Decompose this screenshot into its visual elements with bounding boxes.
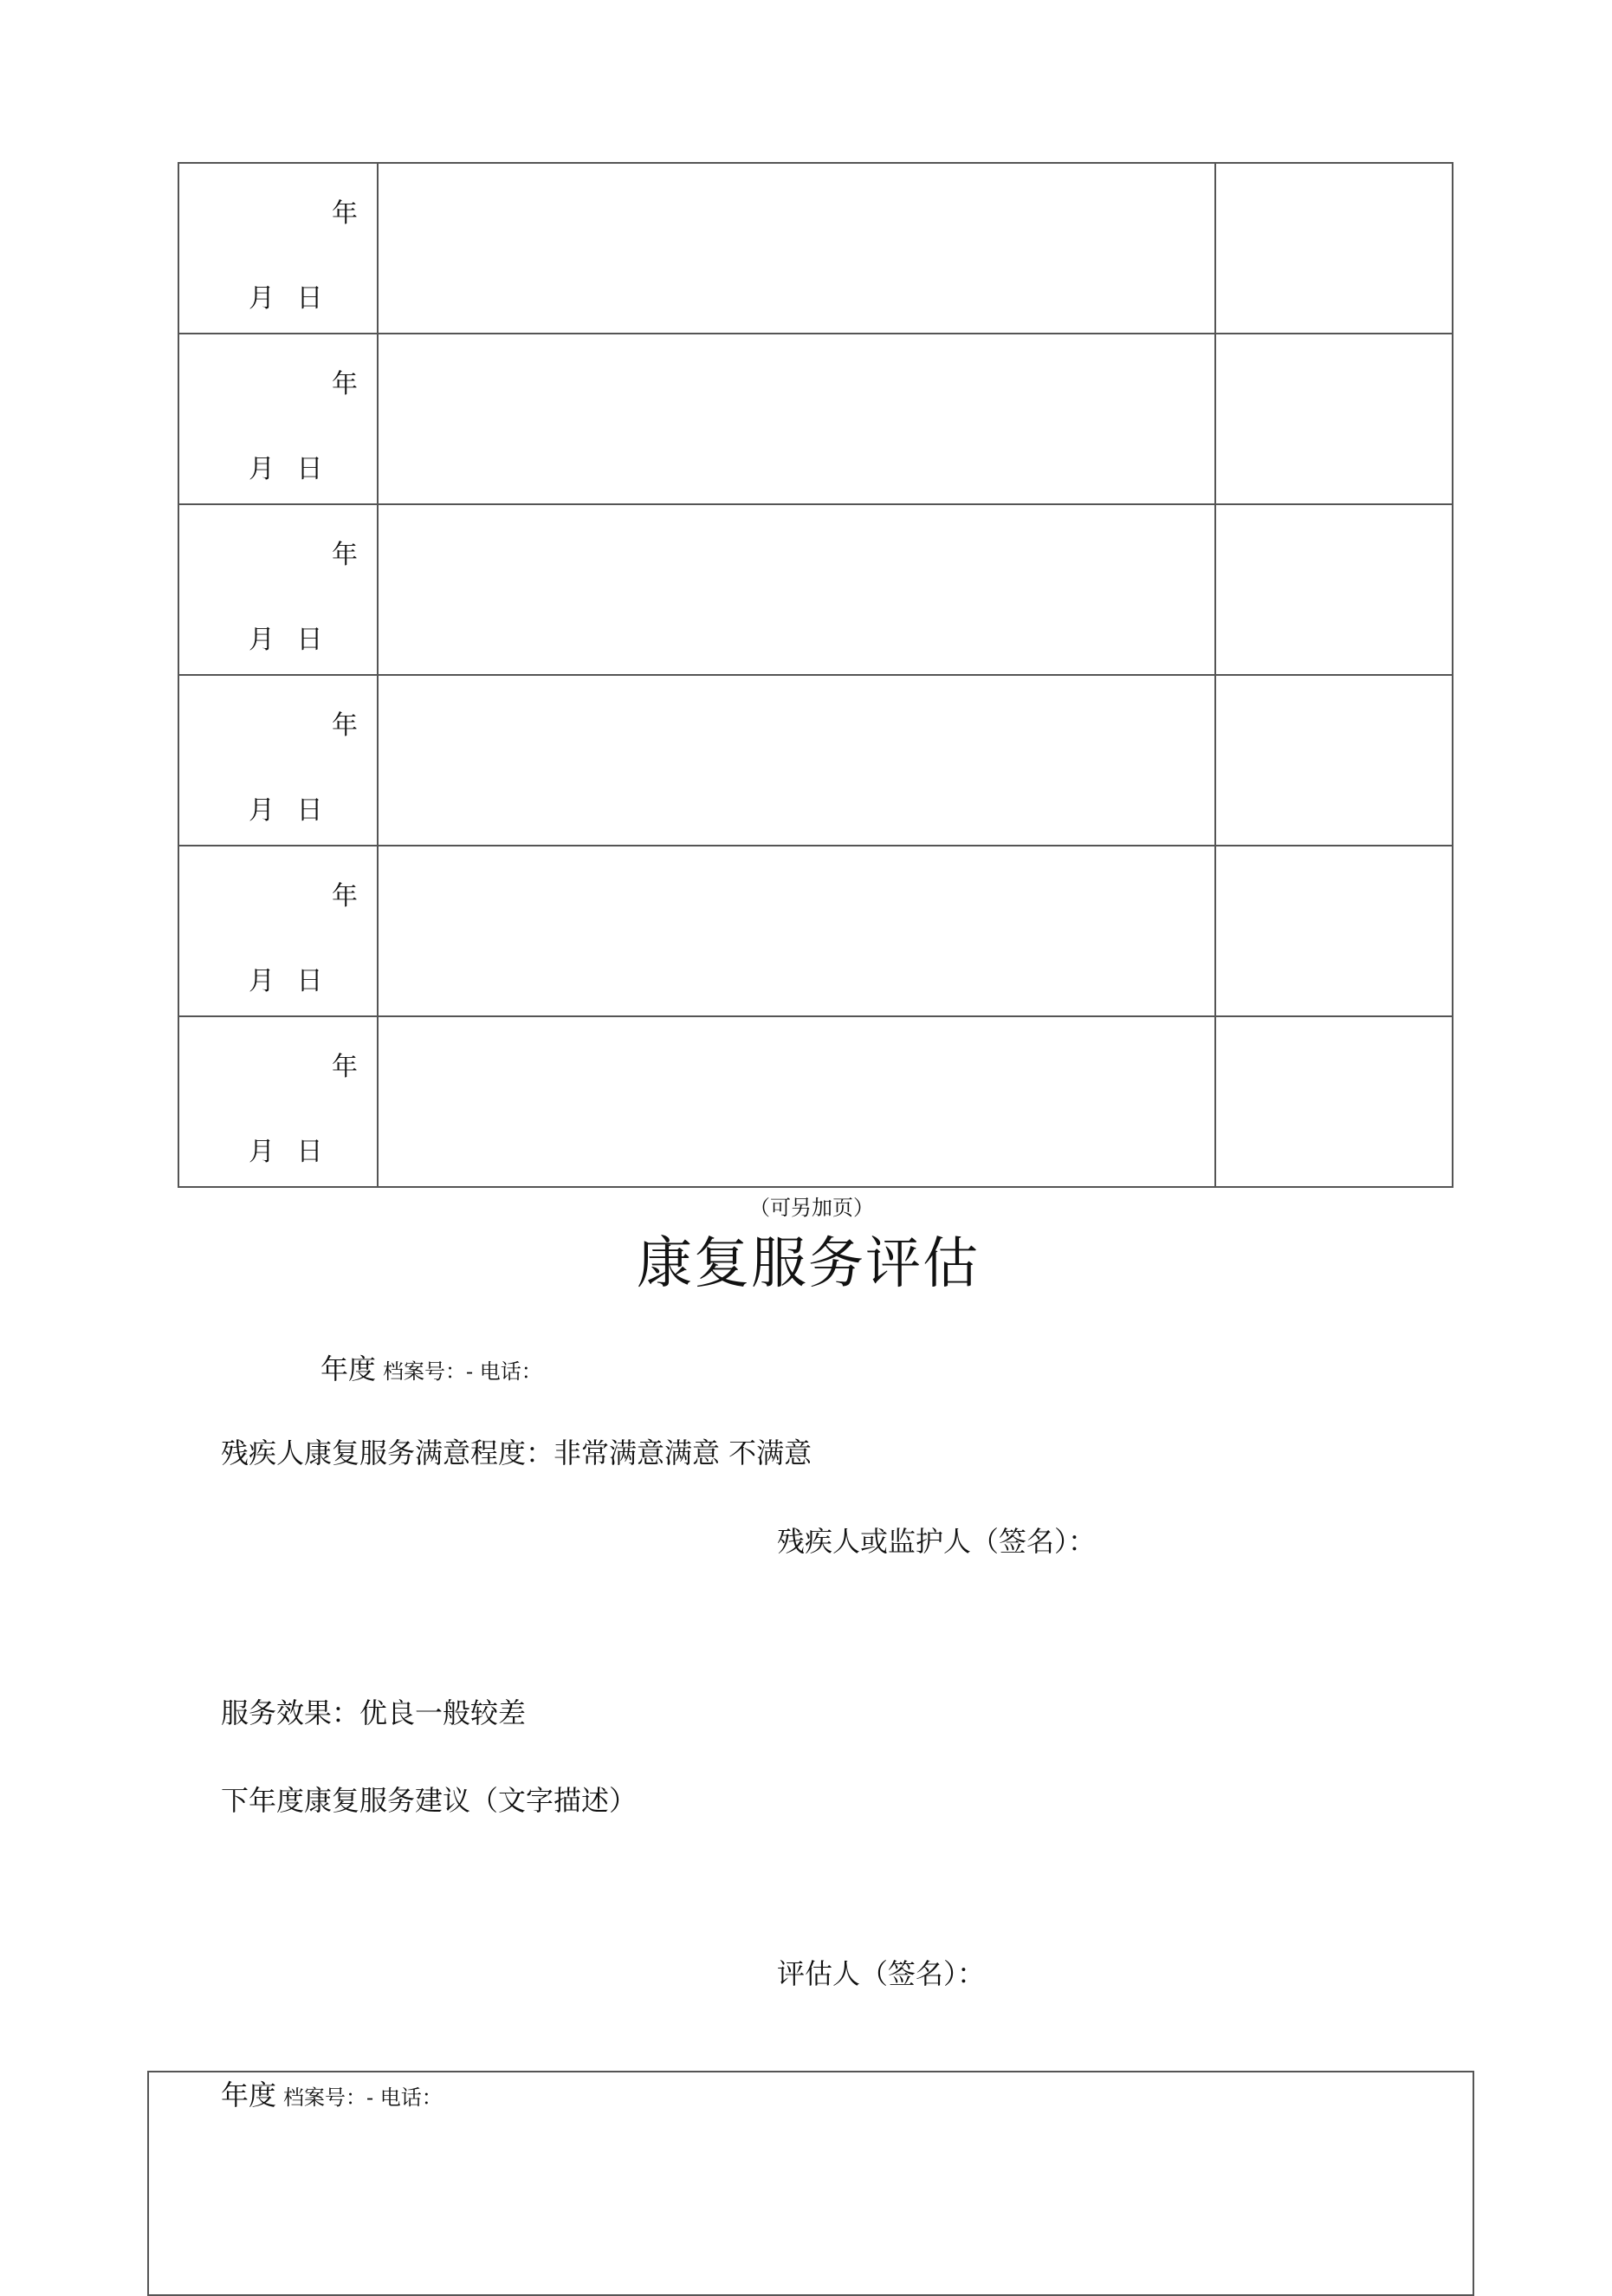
signature-cell [1215,1016,1453,1187]
year-label: 年 [332,198,358,229]
content-cell [378,1016,1215,1187]
table-row [178,163,1453,334]
guardian-signature-label: 残疾人或监护人（签名）： [777,1525,1097,1558]
service-log-table [178,162,1453,1188]
year-label: 年 [332,1052,358,1082]
date-cell [178,1016,378,1187]
signature-cell [1215,504,1453,675]
year-label: 年度 [221,2079,277,2111]
month-day-label: 月 日 [249,795,323,826]
content-cell [378,846,1215,1016]
assessor-signature-label: 评估人（签名）： [777,1957,986,1990]
table-row [178,504,1453,675]
year-label: 年 [332,540,358,570]
content-cell [378,334,1215,504]
year-label: 年 [332,881,358,911]
table-row [178,334,1453,504]
year-label: 年度 [320,1352,377,1385]
date-cell [178,846,378,1016]
year-label: 年 [332,710,358,741]
record-phone-label: 档案号：- 电话： [283,2085,443,2110]
month-day-label: 月 日 [249,1137,323,1167]
year-label: 年 [332,369,358,399]
signature-cell [1215,163,1453,334]
page-title: 康复服务评估 [637,1232,980,1296]
content-cell [378,163,1215,334]
date-cell [178,675,378,846]
record-phone-label: 档案号：- 电话： [383,1359,542,1384]
next-year-record-line [221,2073,443,2113]
date-cell [178,163,378,334]
signature-cell [1215,675,1453,846]
signature-cell [1215,334,1453,504]
month-day-label: 月 日 [249,283,323,314]
date-cell [178,504,378,675]
content-cell [378,675,1215,846]
signature-cell [1215,846,1453,1016]
month-day-label: 月 日 [249,625,323,655]
satisfaction-line: 残疾人康复服务满意程度：非常满意满意 不满意 [221,1437,812,1469]
table-row [178,846,1453,1016]
service-effect-line: 服务效果：优良一般较差 [221,1696,527,1729]
month-day-label: 月 日 [249,454,323,484]
table-row [178,675,1453,846]
content-cell [378,504,1215,675]
table-row [178,1016,1453,1187]
next-year-advice-label: 下年度康复服务建议（文字描述） [221,1784,638,1817]
month-day-label: 月 日 [249,966,323,996]
add-page-note: （可另加页） [749,1196,874,1220]
year-record-line [320,1347,542,1387]
date-cell [178,334,378,504]
